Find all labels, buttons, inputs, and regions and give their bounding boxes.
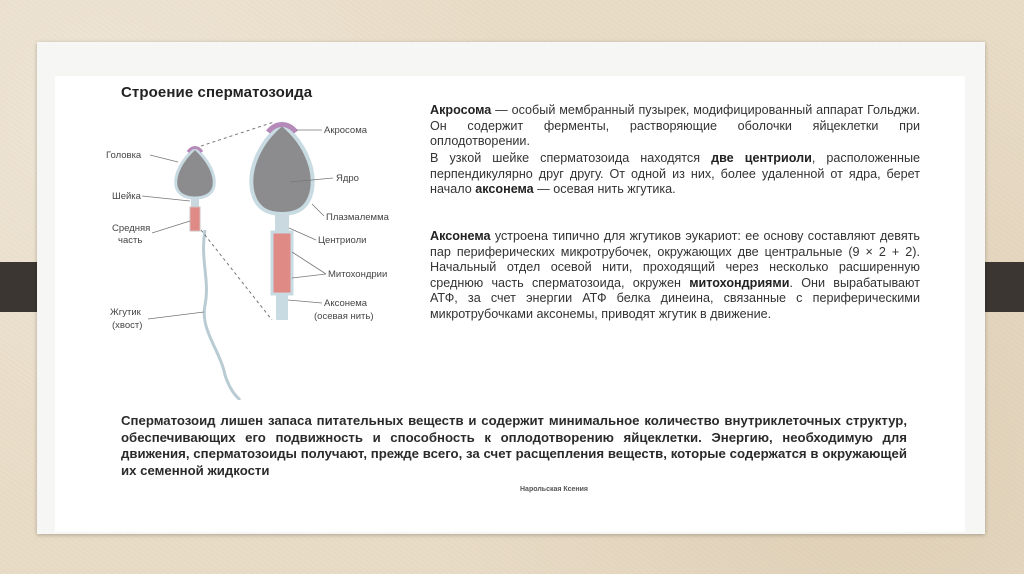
paragraph-axoneme-text-b: . Они вырабатывают АТФ, за счет энергии АТФ белка динеина, связанные с периферическими микротрубочками аксонемы, приводят жгутик в движение.: [430, 275, 920, 321]
label-midpiece-2: часть: [118, 235, 143, 246]
term-centrioles: две центриоли: [711, 151, 812, 165]
term-axoneme: аксонема: [475, 182, 534, 197]
large-head: [251, 124, 312, 214]
label-axoneme-2: (осевая нить): [314, 311, 374, 322]
term-axoneme-structure: Аксонема: [430, 229, 491, 243]
paragraph-acrosome-text: — особый мембранный пузырек, модифицированный аппарат Гольджи. Он содержит ферменты, растворяющие оболочки яйцеклетки при оплодотворении.: [430, 103, 920, 149]
label-tail-1: Жгутик: [110, 307, 141, 318]
label-axoneme-1: Аксонема: [324, 298, 368, 309]
label-acrosome: Акросома: [324, 125, 368, 136]
label-mitochondria: Митохондрии: [328, 269, 388, 280]
paragraph-neck-text-b: , расположенные перпендикулярно друг другу. От одной из них, более удаленной от ядра, берет начало: [430, 151, 920, 197]
paragraph-neck-text-a: В узкой шейке сперматозоида находятся: [430, 151, 712, 165]
paragraph-axoneme-text-a: устроена типично для жгутиков эукариот: ее основу составляют девять пар периферических микротрубочек, окружающих две центральные (9 × 2 + 2). Начальный отдел осевой нити, проходящий через несколько расширенную среднюю часть сперматозоида, окружен: [430, 229, 920, 290]
small-neck: [191, 199, 199, 207]
paragraph-acrosome: [430, 103, 920, 150]
summary-text: Сперматозоид лишен запаса питательных веществ и содержит минимальное количество внутриклеточных структур, обеспечивающих его подвижность и способность к оплодотворению яйцеклетки. Энергию, необходимую для движения, сперматозоиды получают, прежде всего, за счет расщепления веществ, которые содержатся в окружающей их семенной жидкости: [121, 413, 907, 478]
large-neck: [275, 214, 289, 232]
small-head: [176, 148, 215, 198]
label-head: Головка: [106, 150, 142, 161]
label-tail-2: (хвост): [112, 320, 143, 331]
label-nucleus: Ядро: [336, 173, 359, 184]
paragraph-axoneme: [430, 229, 920, 323]
sperm-diagram: [90, 100, 420, 400]
label-centrioles: Центриоли: [318, 235, 367, 246]
term-mitochondria: митохондриями: [689, 275, 790, 290]
label-plasmalemma: Плазмалемма: [326, 212, 389, 223]
paragraph-neck-text-c: — осевая нить жгутика.: [533, 182, 676, 197]
paragraph-neck: [430, 151, 920, 198]
figure-title: Строение сперматозоида: [121, 84, 313, 101]
small-tail: [204, 230, 240, 400]
author-caption: Нарольская Ксения: [520, 486, 588, 493]
small-midpiece: [190, 207, 200, 231]
label-neck: Шейка: [112, 191, 141, 202]
label-midpiece-1: Средняя: [112, 223, 151, 234]
large-midpiece: [272, 232, 292, 294]
large-tail-segment: [276, 294, 288, 320]
term-acrosome: Акросома: [430, 103, 492, 117]
